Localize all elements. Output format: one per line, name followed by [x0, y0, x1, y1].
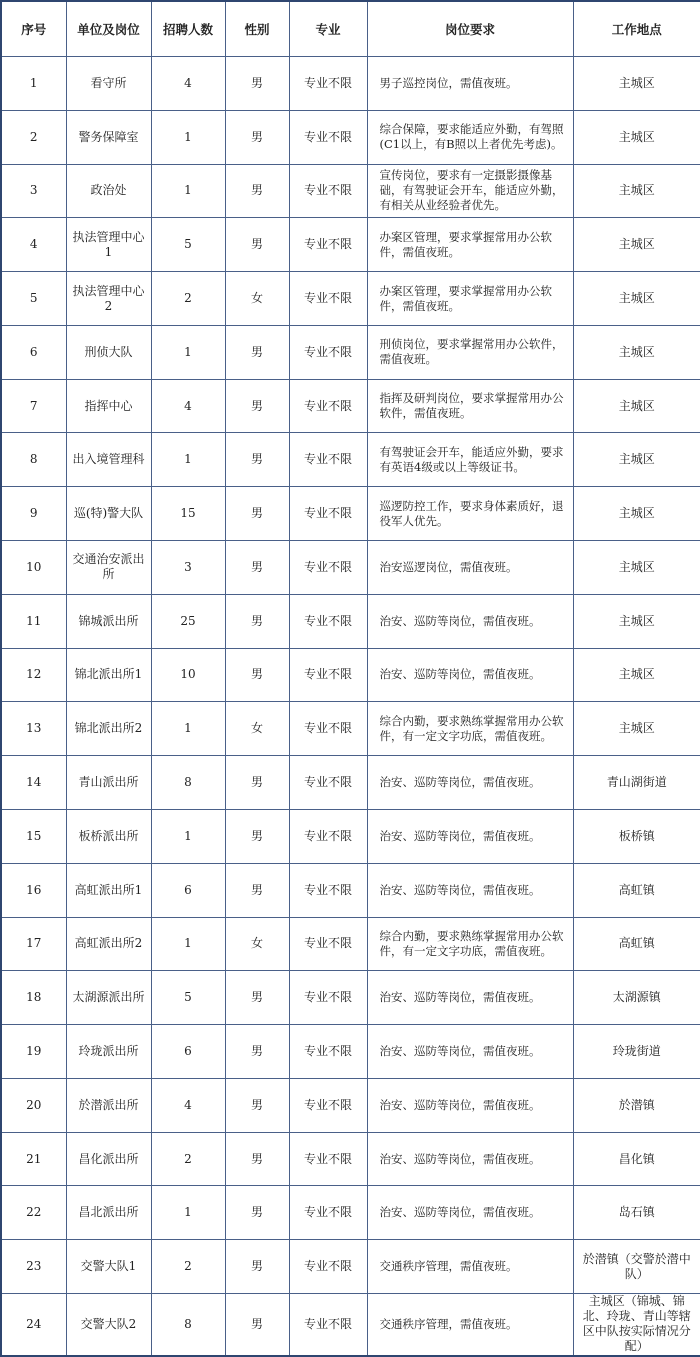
cell-major: 专业不限 [289, 971, 367, 1025]
cell-no: 23 [1, 1240, 66, 1294]
cell-location: 主城区（锦城、锦北、玲珑、青山等辖区中队按实际情况分配） [573, 1293, 700, 1356]
table-row [1, 917, 700, 971]
cell-location: 主城区 [573, 57, 700, 111]
cell-unit: 高虹派出所1 [66, 863, 151, 917]
cell-requirement: 治安、巡防等岗位，需值夜班。 [367, 1186, 573, 1240]
cell-unit: 昌化派出所 [66, 1132, 151, 1186]
cell-major: 专业不限 [289, 648, 367, 702]
cell-requirement: 办案区管理，要求掌握常用办公软件，需值夜班。 [367, 272, 573, 326]
cell-location: 昌化镇 [573, 1132, 700, 1186]
cell-gender: 男 [225, 487, 289, 541]
cell-count: 5 [151, 971, 225, 1025]
cell-gender: 男 [225, 1132, 289, 1186]
cell-no: 12 [1, 648, 66, 702]
table-row [1, 702, 700, 756]
cell-major: 专业不限 [289, 702, 367, 756]
cell-gender: 男 [225, 756, 289, 810]
cell-requirement: 刑侦岗位，要求掌握常用办公软件，需值夜班。 [367, 325, 573, 379]
header-gender: 性别 [225, 1, 289, 57]
cell-major: 专业不限 [289, 57, 367, 111]
cell-gender: 男 [225, 1025, 289, 1079]
cell-location: 主城区 [573, 487, 700, 541]
header-no: 序号 [1, 1, 66, 57]
cell-location: 於潜镇 [573, 1078, 700, 1132]
cell-major: 专业不限 [289, 1025, 367, 1079]
cell-major: 专业不限 [289, 594, 367, 648]
cell-location: 於潜镇（交警於潜中队） [573, 1240, 700, 1294]
cell-no: 20 [1, 1078, 66, 1132]
cell-location: 板桥镇 [573, 809, 700, 863]
header-requirement: 岗位要求 [367, 1, 573, 57]
cell-no: 24 [1, 1293, 66, 1356]
cell-no: 1 [1, 57, 66, 111]
cell-count: 15 [151, 487, 225, 541]
cell-requirement: 指挥及研判岗位，要求掌握常用办公软件，需值夜班。 [367, 379, 573, 433]
cell-unit: 交警大队2 [66, 1293, 151, 1356]
header-count: 招聘人数 [151, 1, 225, 57]
cell-count: 1 [151, 809, 225, 863]
cell-gender: 男 [225, 1293, 289, 1356]
cell-requirement: 治安、巡防等岗位，需值夜班。 [367, 648, 573, 702]
cell-unit: 板桥派出所 [66, 809, 151, 863]
cell-gender: 男 [225, 1078, 289, 1132]
table-row [1, 971, 700, 1025]
cell-location: 主城区 [573, 164, 700, 218]
cell-count: 2 [151, 1240, 225, 1294]
cell-location: 主城区 [573, 541, 700, 595]
header-major: 专业 [289, 1, 367, 57]
cell-unit: 太湖源派出所 [66, 971, 151, 1025]
cell-major: 专业不限 [289, 325, 367, 379]
table-row [1, 218, 700, 272]
cell-requirement: 治安、巡防等岗位，需值夜班。 [367, 863, 573, 917]
cell-requirement: 治安、巡防等岗位，需值夜班。 [367, 1078, 573, 1132]
cell-gender: 男 [225, 218, 289, 272]
cell-location: 主城区 [573, 433, 700, 487]
table-row [1, 648, 700, 702]
cell-gender: 男 [225, 809, 289, 863]
table-row [1, 110, 700, 164]
cell-no: 5 [1, 272, 66, 326]
cell-count: 8 [151, 756, 225, 810]
cell-no: 2 [1, 110, 66, 164]
cell-major: 专业不限 [289, 809, 367, 863]
table-row [1, 1132, 700, 1186]
cell-unit: 於潜派出所 [66, 1078, 151, 1132]
table-row [1, 1025, 700, 1079]
cell-gender: 男 [225, 325, 289, 379]
cell-unit: 政治处 [66, 164, 151, 218]
cell-unit: 执法管理中心2 [66, 272, 151, 326]
cell-requirement: 治安、巡防等岗位，需值夜班。 [367, 756, 573, 810]
cell-unit: 指挥中心 [66, 379, 151, 433]
cell-requirement: 治安、巡防等岗位，需值夜班。 [367, 594, 573, 648]
cell-count: 25 [151, 594, 225, 648]
cell-requirement: 综合内勤，要求熟练掌握常用办公软件，有一定文字功底，需值夜班。 [367, 917, 573, 971]
cell-location: 高虹镇 [573, 863, 700, 917]
cell-count: 1 [151, 702, 225, 756]
cell-gender: 男 [225, 57, 289, 111]
cell-location: 主城区 [573, 594, 700, 648]
cell-count: 4 [151, 1078, 225, 1132]
table-row [1, 863, 700, 917]
cell-location: 主城区 [573, 110, 700, 164]
table-row [1, 756, 700, 810]
cell-count: 2 [151, 272, 225, 326]
table-body [1, 57, 700, 1357]
cell-count: 1 [151, 1186, 225, 1240]
cell-count: 10 [151, 648, 225, 702]
cell-count: 4 [151, 57, 225, 111]
cell-major: 专业不限 [289, 110, 367, 164]
cell-count: 1 [151, 110, 225, 164]
cell-unit: 昌北派出所 [66, 1186, 151, 1240]
cell-requirement: 治安巡逻岗位，需值夜班。 [367, 541, 573, 595]
cell-no: 11 [1, 594, 66, 648]
cell-unit: 交通治安派出所 [66, 541, 151, 595]
cell-no: 14 [1, 756, 66, 810]
cell-no: 7 [1, 379, 66, 433]
cell-gender: 男 [225, 110, 289, 164]
cell-gender: 男 [225, 1186, 289, 1240]
cell-unit: 警务保障室 [66, 110, 151, 164]
cell-unit: 高虹派出所2 [66, 917, 151, 971]
table-row [1, 809, 700, 863]
cell-requirement: 宣传岗位，要求有一定摄影摄像基础，有驾驶证会开车，能适应外勤，有相关从业经验者优先。 [367, 164, 573, 218]
cell-requirement: 交通秩序管理，需值夜班。 [367, 1293, 573, 1356]
cell-location: 岛石镇 [573, 1186, 700, 1240]
table-row [1, 1078, 700, 1132]
cell-location: 主城区 [573, 379, 700, 433]
cell-no: 22 [1, 1186, 66, 1240]
cell-major: 专业不限 [289, 917, 367, 971]
cell-unit: 巡(特)警大队 [66, 487, 151, 541]
cell-major: 专业不限 [289, 379, 367, 433]
table-row [1, 1293, 700, 1356]
cell-count: 1 [151, 433, 225, 487]
table-row [1, 487, 700, 541]
cell-gender: 女 [225, 917, 289, 971]
cell-gender: 男 [225, 594, 289, 648]
cell-count: 1 [151, 917, 225, 971]
cell-gender: 男 [225, 863, 289, 917]
cell-location: 主城区 [573, 218, 700, 272]
cell-major: 专业不限 [289, 756, 367, 810]
table-row [1, 594, 700, 648]
table-row [1, 379, 700, 433]
cell-requirement: 有驾驶证会开车，能适应外勤，要求有英语4级或以上等级证书。 [367, 433, 573, 487]
cell-major: 专业不限 [289, 1293, 367, 1356]
cell-no: 19 [1, 1025, 66, 1079]
cell-major: 专业不限 [289, 218, 367, 272]
cell-location: 青山湖街道 [573, 756, 700, 810]
cell-requirement: 治安、巡防等岗位，需值夜班。 [367, 1025, 573, 1079]
cell-major: 专业不限 [289, 541, 367, 595]
cell-requirement: 治安、巡防等岗位，需值夜班。 [367, 809, 573, 863]
cell-requirement: 治安、巡防等岗位，需值夜班。 [367, 971, 573, 1025]
cell-unit: 玲珑派出所 [66, 1025, 151, 1079]
cell-count: 4 [151, 379, 225, 433]
cell-no: 4 [1, 218, 66, 272]
cell-gender: 男 [225, 379, 289, 433]
cell-major: 专业不限 [289, 1078, 367, 1132]
cell-unit: 看守所 [66, 57, 151, 111]
cell-unit: 刑侦大队 [66, 325, 151, 379]
cell-major: 专业不限 [289, 1240, 367, 1294]
header-unit: 单位及岗位 [66, 1, 151, 57]
table-row [1, 541, 700, 595]
cell-requirement: 交通秩序管理，需值夜班。 [367, 1240, 573, 1294]
cell-location: 主城区 [573, 272, 700, 326]
cell-major: 专业不限 [289, 487, 367, 541]
cell-location: 玲珑街道 [573, 1025, 700, 1079]
cell-unit: 青山派出所 [66, 756, 151, 810]
cell-unit: 锦北派出所2 [66, 702, 151, 756]
cell-unit: 交警大队1 [66, 1240, 151, 1294]
cell-major: 专业不限 [289, 863, 367, 917]
cell-count: 6 [151, 1025, 225, 1079]
cell-count: 6 [151, 863, 225, 917]
cell-unit: 锦城派出所 [66, 594, 151, 648]
cell-count: 3 [151, 541, 225, 595]
cell-requirement: 综合内勤，要求熟练掌握常用办公软件，有一定文字功底，需值夜班。 [367, 702, 573, 756]
table-row [1, 57, 700, 111]
cell-location: 主城区 [573, 325, 700, 379]
cell-count: 1 [151, 164, 225, 218]
cell-major: 专业不限 [289, 272, 367, 326]
cell-count: 5 [151, 218, 225, 272]
table-row [1, 433, 700, 487]
cell-requirement: 巡逻防控工作，要求身体素质好，退役军人优先。 [367, 487, 573, 541]
table-row [1, 325, 700, 379]
table-row [1, 272, 700, 326]
cell-gender: 女 [225, 272, 289, 326]
cell-major: 专业不限 [289, 1186, 367, 1240]
cell-requirement: 男子巡控岗位，需值夜班。 [367, 57, 573, 111]
cell-major: 专业不限 [289, 433, 367, 487]
cell-unit: 出入境管理科 [66, 433, 151, 487]
cell-requirement: 综合保障，要求能适应外勤，有驾照(C1以上，有B照以上者优先考虑)。 [367, 110, 573, 164]
cell-gender: 男 [225, 541, 289, 595]
cell-location: 太湖源镇 [573, 971, 700, 1025]
cell-count: 8 [151, 1293, 225, 1356]
cell-count: 2 [151, 1132, 225, 1186]
cell-gender: 男 [225, 1240, 289, 1294]
cell-no: 15 [1, 809, 66, 863]
table-row [1, 1240, 700, 1294]
cell-major: 专业不限 [289, 164, 367, 218]
table-row [1, 164, 700, 218]
cell-major: 专业不限 [289, 1132, 367, 1186]
cell-gender: 男 [225, 164, 289, 218]
cell-gender: 男 [225, 648, 289, 702]
cell-no: 16 [1, 863, 66, 917]
table-row [1, 1186, 700, 1240]
header-row [1, 1, 700, 57]
cell-no: 3 [1, 164, 66, 218]
cell-requirement: 办案区管理，要求掌握常用办公软件，需值夜班。 [367, 218, 573, 272]
cell-count: 1 [151, 325, 225, 379]
cell-no: 9 [1, 487, 66, 541]
cell-gender: 女 [225, 702, 289, 756]
cell-no: 13 [1, 702, 66, 756]
cell-no: 17 [1, 917, 66, 971]
cell-no: 6 [1, 325, 66, 379]
cell-gender: 男 [225, 971, 289, 1025]
cell-unit: 执法管理中心1 [66, 218, 151, 272]
cell-no: 18 [1, 971, 66, 1025]
cell-location: 主城区 [573, 648, 700, 702]
cell-location: 主城区 [573, 702, 700, 756]
cell-unit: 锦北派出所1 [66, 648, 151, 702]
cell-no: 21 [1, 1132, 66, 1186]
header-location: 工作地点 [573, 1, 700, 57]
cell-location: 高虹镇 [573, 917, 700, 971]
cell-gender: 男 [225, 433, 289, 487]
cell-requirement: 治安、巡防等岗位，需值夜班。 [367, 1132, 573, 1186]
cell-no: 10 [1, 541, 66, 595]
cell-no: 8 [1, 433, 66, 487]
